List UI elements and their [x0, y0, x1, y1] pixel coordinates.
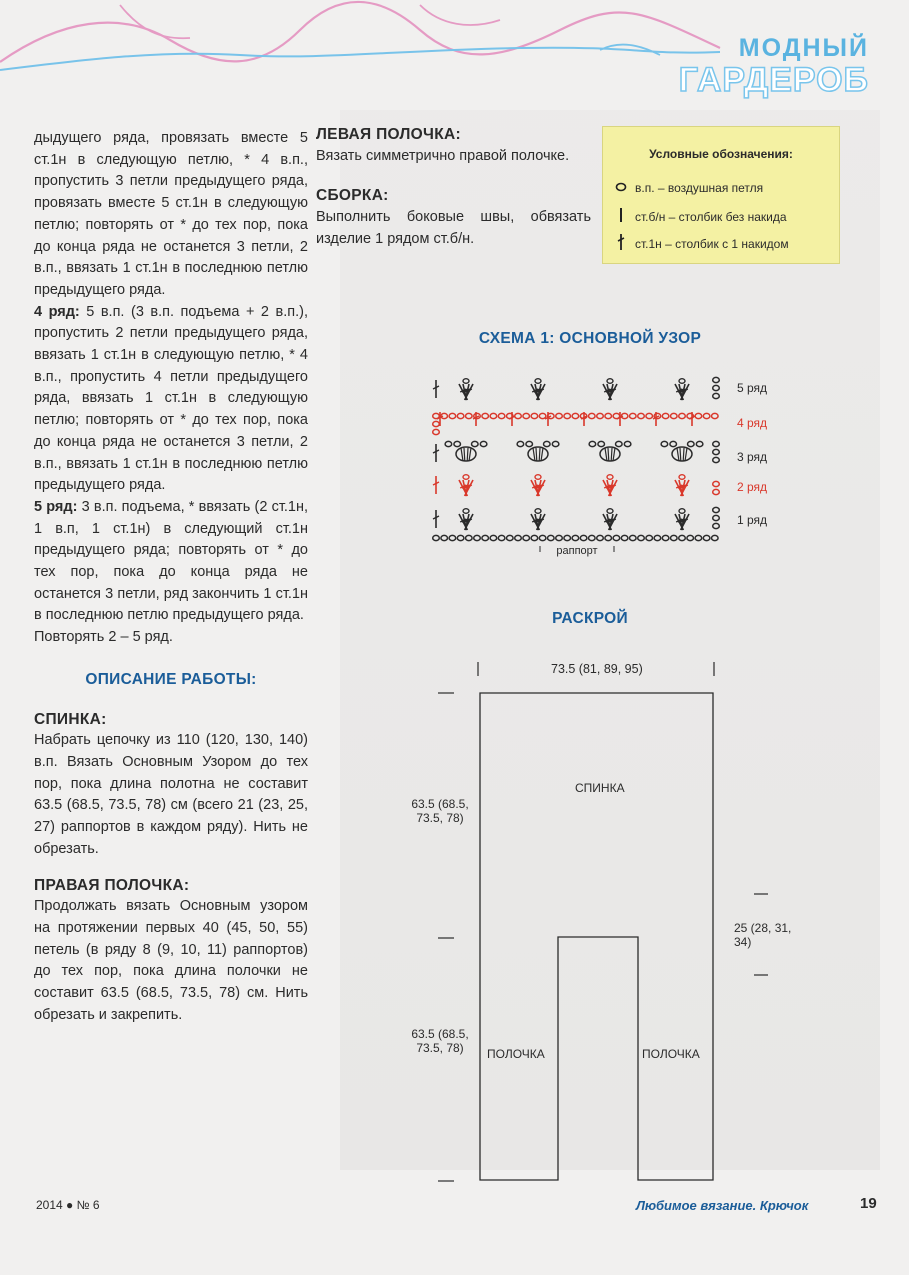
legend-text: ст.б/н – столбик без накида	[635, 209, 787, 224]
left-front-title: ЛЕВАЯ ПОЛОЧКА:	[316, 126, 461, 143]
chain-stitch-mark	[449, 535, 456, 540]
assembly-text: Выполнить боковые швы, обвязать изделие 1 рядом ст.б/н.	[316, 209, 591, 247]
chain-stitch-mark	[564, 535, 571, 540]
chain-stitch-mark	[490, 413, 497, 418]
chain-stitch-mark	[630, 535, 637, 540]
chain-stitch-mark	[548, 535, 555, 540]
chain-stitch-mark	[654, 535, 661, 540]
front-right-label: ПОЛОЧКА	[642, 1047, 700, 1061]
footer-issue: 2014 ● № 6	[36, 1198, 100, 1212]
row4-label: 4 ряд:	[34, 303, 80, 320]
legend-item-sc	[613, 207, 787, 226]
row4-text: 5 в.п. (3 в.п. подъема + 2 в.п.), пропустить 2 петли предыдущего ряда, ввязать 1 ст.1н в следующую петлю, * 4 в.п., пропустить 4 петли предыдущего ряда, ввязать 1 ст.1н в следующую петлю; повторять от * до тех пор, пока до конца ряда не останется 3 петли, 2 в.п., ввязать 1 ст.1н в последнюю петлю предыдущего ряда.	[34, 303, 308, 494]
chain-stitch-mark	[523, 413, 530, 418]
chain-stitch-mark	[531, 413, 538, 418]
chain-stitch-mark	[457, 413, 464, 418]
cluster-stroke	[613, 448, 615, 461]
chain-stitch-mark	[466, 535, 473, 540]
chain-stitch-mark	[498, 413, 505, 418]
width-label: 73.5 (81, 89, 95)	[551, 662, 643, 676]
chain-stitch-mark	[713, 377, 720, 382]
chain-stitch-mark	[605, 535, 612, 540]
chain-stitch-mark	[463, 379, 469, 384]
row-label-5: 5 ряд	[737, 381, 768, 395]
chain-stitch-mark	[445, 441, 452, 446]
row5-label: 5 ряд:	[34, 498, 78, 515]
legend-text: в.п. – воздушная петля	[635, 181, 764, 195]
chain-stitch-mark	[463, 509, 469, 514]
chain-stitch-mark	[713, 481, 720, 486]
cluster-stroke	[677, 448, 679, 461]
row-label-1: 1 ряд	[737, 513, 768, 527]
chain-stitch-mark	[616, 441, 623, 446]
chain-stitch-mark	[572, 535, 579, 540]
chain-stitch-mark	[713, 385, 720, 390]
chain-stitch-mark	[621, 535, 628, 540]
page-number: 19	[860, 1195, 877, 1212]
chain-stitch-mark	[480, 441, 487, 446]
chain-stitch-mark	[539, 413, 546, 418]
chain-stitch-mark	[433, 429, 440, 434]
brand-top: МОДНЫЙ	[738, 34, 869, 62]
left-front-text: Вязать симметрично правой полочке.	[316, 147, 570, 164]
row-label-3: 3 ряд	[737, 450, 768, 464]
cluster-stroke	[608, 448, 609, 461]
pattern-outline	[480, 693, 713, 1180]
right-front-title: ПРАВАЯ ПОЛОЧКА:	[34, 876, 190, 894]
chain-stitch-mark	[703, 413, 710, 418]
chain-stitch-mark	[671, 413, 678, 418]
chain-stitch-mark	[696, 441, 703, 446]
work-title: ОПИСАНИЕ РАБОТЫ:	[85, 670, 257, 688]
chain-stitch-mark	[695, 535, 702, 540]
chain-stitch-mark	[517, 441, 524, 446]
chain-stitch-mark	[463, 475, 469, 480]
chain-stitch-mark	[646, 535, 653, 540]
paragraph-repeat: Повторять 2 – 5 ряд.	[34, 629, 173, 646]
cluster-stroke	[680, 448, 681, 461]
chain-stitch-mark	[564, 413, 571, 418]
chain-stitch-mark	[523, 535, 530, 540]
chain-stitch-mark	[662, 413, 669, 418]
chain-stitch-mark	[515, 413, 522, 418]
back-height-label: 63.5 (68.5, 73.5, 78)	[411, 797, 469, 825]
chain-stitch-mark	[490, 535, 497, 540]
cluster-stroke	[611, 448, 612, 461]
chain-stitch-mark	[679, 475, 685, 480]
chain-stitch-mark	[472, 441, 479, 446]
chain-stitch-mark	[556, 413, 563, 418]
row-label-2: 2 ряд	[737, 480, 768, 494]
chain-stitch-mark	[433, 535, 440, 540]
chain-stitch-mark	[661, 441, 668, 446]
page-header	[0, 0, 909, 110]
chain-stitch-mark	[713, 449, 720, 454]
cut-title: РАСКРОЙ	[552, 610, 628, 627]
repeat-label: раппорт	[556, 545, 598, 557]
legend-text: ст.1н – столбик с 1 накидом	[635, 236, 789, 251]
chain-stitch-mark	[498, 535, 505, 540]
cluster-stroke	[469, 448, 471, 461]
assembly-title: СБОРКА:	[316, 187, 389, 205]
chain-stitch-mark	[597, 535, 604, 540]
row5-text: 3 в.п. подъема, * ввязать (2 ст.1н, 1 в.п, 1 ст.1н) в следующий ст.1н предыдущего ряда; повторять от * до тех пор, пока до конца ряда не останется 3 петли, ряд закончить 1 ст.1н в последнюю петлю предыдущего ряда.	[34, 498, 308, 624]
chain-stitch-mark	[466, 413, 473, 418]
middle-column	[316, 124, 591, 251]
cluster-mark	[672, 447, 692, 461]
brand-logo	[679, 34, 869, 98]
cluster-stroke	[536, 448, 537, 461]
chain-stitch-mark	[687, 535, 694, 540]
chain-stitch-mark	[474, 535, 481, 540]
paragraph-row5	[34, 497, 308, 627]
cluster-stroke	[533, 448, 535, 461]
chain-stitch-mark	[535, 475, 541, 480]
chain-stitch-mark	[638, 535, 645, 540]
back-piece-label: СПИНКА	[575, 781, 625, 795]
cluster-stroke	[464, 448, 465, 461]
chain-stitch-mark	[544, 441, 551, 446]
chain-stitch-mark	[662, 535, 669, 540]
legend-title: Условные обозначения:	[649, 147, 793, 161]
chain-stitch-mark	[638, 413, 645, 418]
cluster-mark	[600, 447, 620, 461]
chain-stitch-mark	[679, 535, 686, 540]
chain-stitch-mark	[531, 535, 538, 540]
chain-stitch-mark	[679, 379, 685, 384]
paragraph-row4	[34, 302, 308, 497]
row-label-4: 4 ряд	[737, 416, 768, 430]
chain-stitch-mark	[646, 413, 653, 418]
cluster-stroke	[539, 448, 540, 461]
chain-stitch-mark	[515, 535, 522, 540]
cluster-stroke	[685, 448, 687, 461]
chain-stitch-mark	[539, 535, 546, 540]
chain-stitch-mark	[624, 441, 631, 446]
cluster-mark	[528, 447, 548, 461]
legend-item-chain	[613, 181, 763, 195]
chain-stitch-mark	[630, 413, 637, 418]
chain-stitch-mark	[535, 509, 541, 514]
chain-stitch-mark	[713, 441, 720, 446]
single-crochet-icon	[613, 207, 629, 226]
chain-stitch-mark	[526, 441, 533, 446]
front-left-label: ПОЛОЧКА	[487, 1047, 545, 1061]
left-column	[34, 128, 308, 1026]
cluster-stroke	[461, 448, 463, 461]
chain-stitch-mark	[580, 535, 587, 540]
chain-stitch-mark	[713, 393, 720, 398]
schema-title: СХЕМА 1: ОСНОВНОЙ УЗОР	[478, 330, 702, 347]
chain-stitch-mark	[589, 413, 596, 418]
chain-stitch-mark	[695, 413, 702, 418]
chain-stitch-mark	[572, 413, 579, 418]
cutting-diagram	[430, 650, 850, 1190]
chain-stitch-mark	[688, 441, 695, 446]
chain-stitch-mark	[441, 535, 448, 540]
legend-item-dc	[613, 233, 789, 254]
cluster-stroke	[605, 448, 607, 461]
legend-box	[602, 126, 840, 264]
cluster-stroke	[467, 448, 468, 461]
chain-stitch-mark	[607, 379, 613, 384]
chain-stitch-mark	[613, 535, 620, 540]
chain-stitch-mark	[607, 509, 613, 514]
chain-stitch-mark	[670, 441, 677, 446]
chain-stitch-mark	[713, 457, 720, 462]
chain-stitch-mark	[556, 535, 563, 540]
chain-stitch-mark	[713, 523, 720, 528]
back-title: СПИНКА:	[34, 710, 107, 728]
chain-stitch-mark	[454, 441, 461, 446]
cluster-stroke	[541, 448, 543, 461]
chain-stitch-mark	[597, 413, 604, 418]
chain-stitch-mark	[679, 509, 685, 514]
chain-stitch-mark	[589, 535, 596, 540]
chain-stitch-mark	[713, 489, 720, 494]
chain-stitch-mark	[449, 413, 456, 418]
chain-stitch-mark	[598, 441, 605, 446]
chain-stitch-mark	[482, 535, 489, 540]
double-crochet-icon	[613, 233, 629, 254]
chain-stitch-mark	[679, 413, 686, 418]
cluster-stroke	[683, 448, 684, 461]
chain-stitch-mark	[552, 441, 559, 446]
right-front-text: Продолжать вязать Основным узором на протяжении первых 40 (45, 50, 55) петель (в ряду 8 (9, 10, 11) раппортов) до тех пор, пока длина полочки не составит 63.5 (68.5, 73.5, 78) см. Нить обрезать и закрепить.	[34, 898, 308, 1023]
chain-stitch-mark	[703, 535, 710, 540]
chain-stitch-mark	[482, 413, 489, 418]
chain-stitch-mark	[671, 535, 678, 540]
chain-stitch-mark	[433, 421, 440, 426]
chain-stitch-icon	[613, 181, 629, 195]
stitch-chart	[428, 370, 728, 570]
brand-bottom: ГАРДЕРОБ	[678, 61, 869, 99]
chain-stitch-mark	[607, 475, 613, 480]
chain-stitch-mark	[507, 535, 514, 540]
paragraph-row3-end: дыдущего ряда, провязать вместе 5 ст.1н в следующую петлю, * 4 в.п., пропустить 3 петли предыдущего ряда, провязать вместе 5 ст.1н в следующую петлю; повторять от * до тех пор, пока до конца ряда не останется 3 петли, 2 в.п., ввязать 1 ст.1н в последнюю петлю предыдущего ряда.	[34, 130, 308, 298]
chain-stitch-mark	[712, 535, 719, 540]
chain-stitch-mark	[535, 379, 541, 384]
cluster-mark	[456, 447, 476, 461]
back-text: Набрать цепочку из 110 (120, 130, 140) в.п. Вязать Основным Узором до тех пор, пока длина полотна не составит 63.5 (68.5, 73.5, 78) см (всего 21 (23, 25, 27) раппортов в каждом ряду). Нить не обрезать.	[34, 732, 308, 857]
chain-stitch-mark	[605, 413, 612, 418]
chain-stitch-mark	[713, 515, 720, 520]
chain-stitch-mark	[713, 507, 720, 512]
front-height-label: 63.5 (68.5, 73.5, 78)	[411, 1027, 469, 1055]
chain-stitch-mark	[712, 413, 719, 418]
chain-stitch-mark	[589, 441, 596, 446]
chain-stitch-mark	[457, 535, 464, 540]
gap-label: 25 (28, 31, 34)	[734, 921, 792, 949]
footer-magazine: Любимое вязание. Крючок	[636, 1198, 809, 1213]
